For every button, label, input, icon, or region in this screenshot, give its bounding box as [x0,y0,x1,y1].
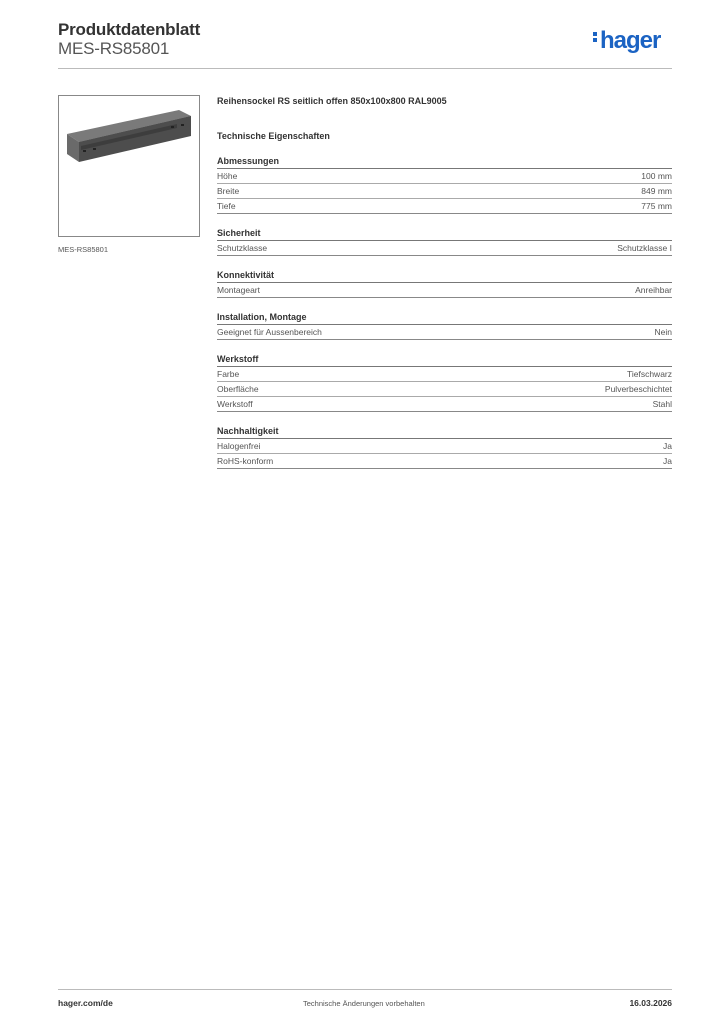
section-sustainability [217,425,672,469]
row-value: Ja [663,456,672,466]
page-title: Produktdatenblatt [58,20,201,39]
row-label: Werkstoff [217,399,253,409]
row-label: Halogenfrei [217,441,261,451]
technical-properties-title: Technische Eigenschaften [217,131,330,141]
hager-logo [593,27,660,55]
table-row [217,241,672,256]
row-value: Stahl [652,399,672,409]
header-divider [58,68,672,69]
table-row [217,184,672,199]
row-value: 775 mm [641,201,672,211]
section-title: Konnektivität [217,269,672,283]
table-row [217,367,672,382]
row-value: Ja [663,441,672,451]
page-subtitle: MES-RS85801 [58,39,170,58]
table-row [217,325,672,340]
section-title: Installation, Montage [217,311,672,325]
table-row [217,454,672,469]
section-dimensions [217,155,672,214]
product-image [58,95,200,237]
table-row [217,199,672,214]
section-title: Sicherheit [217,227,672,241]
row-value: Anreihbar [635,285,672,295]
section-safety [217,227,672,256]
row-value: 100 mm [641,171,672,181]
table-row [217,439,672,454]
product-title: Reihensockel RS seitlich offen 850x100x800 RAL9005 [217,96,447,106]
row-value: Pulverbeschichtet [604,384,672,394]
row-value: Nein [654,327,672,337]
row-label: Breite [217,186,240,196]
row-label: Tiefe [217,201,236,211]
section-title: Werkstoff [217,353,672,367]
row-value: 849 mm [641,186,672,196]
row-label: Geeignet für Aussenbereich [217,327,322,337]
section-title: Nachhaltigkeit [217,425,672,439]
table-row [217,382,672,397]
product-details [217,95,672,469]
logo-text: hager [600,27,661,54]
row-label: Oberfläche [217,384,259,394]
table-row [217,283,672,298]
footer-divider [58,989,672,990]
row-label: Schutzklasse [217,243,268,253]
row-value: Tiefschwarz [626,369,672,379]
section-material [217,353,672,412]
section-connectivity [217,269,672,298]
row-label: Höhe [217,171,238,181]
row-label: RoHS-konform [217,456,274,466]
footer-disclaimer: Technische Änderungen vorbehalten [303,999,425,1008]
footer-date: 16.03.2026 [629,998,672,1008]
table-row [217,169,672,184]
product-base-frame-image [59,96,199,236]
table-row [217,397,672,412]
footer-website-link[interactable]: hager.com/de [58,998,113,1008]
row-label: Farbe [217,369,240,379]
logo-dots-icon [593,30,598,44]
row-label: Montageart [217,285,260,295]
image-caption: MES-RS85801 [58,245,109,254]
section-title: Abmessungen [217,155,672,169]
section-installation [217,311,672,340]
row-value: Schutzklasse I [617,243,672,253]
